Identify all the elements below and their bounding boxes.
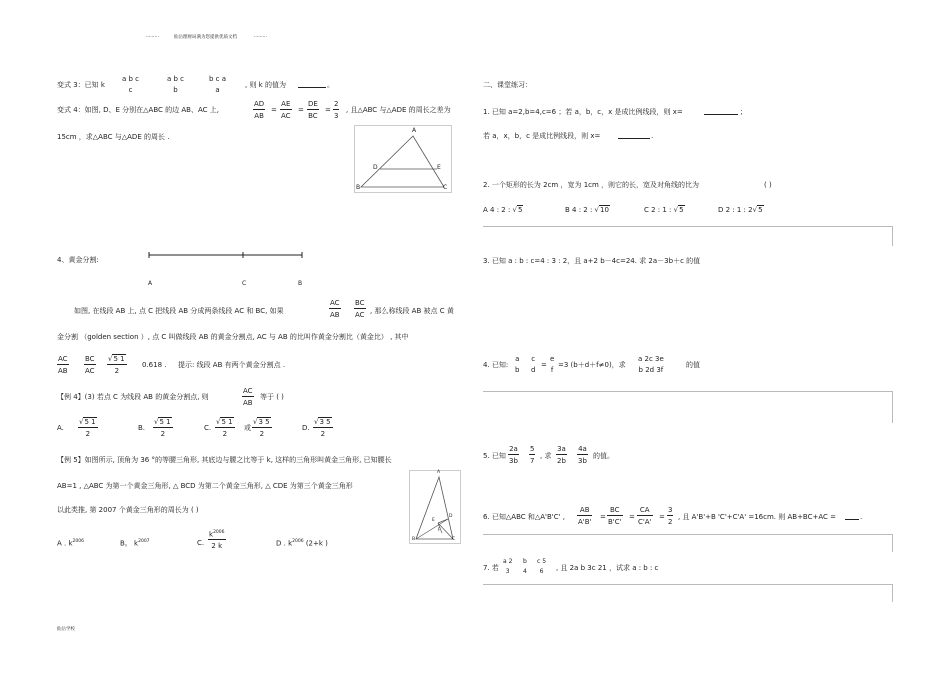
q5-frac-3a-2b: $\frac{3a}{2b}$ (557, 445, 566, 465)
answer-area-line (483, 391, 893, 392)
example5-option-c-label[interactable]: C. (197, 539, 205, 547)
q2-option-d[interactable]: D 2 : 1 : 2√5 (718, 206, 763, 214)
example4-option-c-or: 或 (244, 424, 251, 432)
example4-option-b-label[interactable]: B. (138, 424, 146, 432)
practice-title: 二、课堂练习： (483, 81, 532, 89)
v3-suffix: , 则 k 的值为 (245, 81, 286, 89)
example4-option-c-frac-1: $\frac{√5 1}{2}$ (216, 418, 233, 438)
v4-frac-ad-ab: $\frac{AD}{AB}$ (254, 100, 265, 120)
example4-option-d-label[interactable]: D. (302, 424, 310, 432)
q4-prefix: 4. 已知: (483, 361, 509, 369)
v4-frac-2-3: $\frac{2}{3}$ (334, 100, 339, 120)
golden-section-title: 4、黄金分割: (57, 256, 99, 264)
fig1-label-b: B (356, 184, 361, 191)
fig1-label-d: D (373, 164, 378, 171)
v4-eq3: = (325, 106, 331, 114)
triangle-figure-1 (354, 125, 452, 193)
golden-p1-frac-bc-ac: $\frac{BC}{AC}$ (355, 299, 365, 319)
fig2-label-d: D (449, 514, 453, 519)
example5-p1: 【例 5】如图所示, 顶角为 36 °的等腰三角形, 其底边与腰之比等于 k, 这样的三角形叫黄金三角形, 已知腰长 (57, 456, 392, 464)
golden-p2: 金分割 （golden section ）, 点 C 叫做线段 AB 的黄金分割点, AC 与 AB 的比叫作黄金分割比（黄金比） , 其中 (57, 333, 409, 341)
q2-answer-paren[interactable]: ( ) (764, 181, 772, 189)
q5-prefix: 5. 已知 (483, 452, 506, 460)
q6-answer-blank[interactable] (845, 519, 859, 520)
example5-option-c-frac: $\frac{k^{2006}}{2 k}$ (209, 530, 225, 551)
segment-point-a: A (148, 280, 153, 287)
q1-line-a: 1. 已知 a=2,b=4,c=6 ；若 a，b，c，x 是成比例线段，则 x= (483, 108, 683, 116)
q4-mid: =3 (b＋d＋f≠0)，求 (558, 361, 626, 369)
v4-frac-de-bc: $\frac{DE}{BC}$ (308, 100, 318, 120)
q6-prefix: 6. 已知△ABC 和△A'B'C' , (483, 513, 565, 521)
example4-option-a-frac: $\frac{√5 1}{2}$ (79, 418, 96, 438)
v4-frac-ae-ac: $\frac{AE}{AC}$ (281, 100, 291, 120)
q3-text: 3. 已知 a : b : c=4 : 3 : 2，且 a+2 b－4c=24. 求 2a－3b＋c 的值 (483, 257, 701, 265)
answer-area-edge (892, 391, 893, 423)
golden-p1-frac-ac-ab: $\frac{AC}{AB}$ (330, 299, 340, 319)
segment-point-c: C (242, 280, 247, 287)
q1-line-b-end: . (651, 132, 654, 140)
q4-frac-expr: a 2c 3e b 2d 3f (638, 355, 664, 374)
header-dots-left: ········· (146, 35, 159, 40)
v3-end: 。 (327, 81, 334, 89)
q7-frac-b: b 4 (523, 558, 527, 575)
footer-text: 仙岳学校 (57, 627, 75, 632)
q5-end: 的值。 (593, 452, 614, 460)
example4-option-d-frac: $\frac{√3 5}{2}$ (314, 418, 331, 438)
fig2-label-e: E (432, 518, 435, 523)
q4-frac-a-b: a b (515, 355, 520, 374)
fig2-label-c: C (452, 537, 456, 542)
q2-text: 2. 一个矩形的长为 2cm ，宽为 1cm ，则它的长，宽及对角线的比为 (483, 181, 700, 189)
golden-p1-b: , 那么称线段 AB 被点 C 黄 (370, 307, 454, 315)
example4-option-b-frac: $\frac{√5 1}{2}$ (154, 418, 171, 438)
example5-option-b[interactable]: B。 $k^{2007}$ (120, 539, 150, 548)
example4-option-c-frac-2: $\frac{√3 5}{2}$ (253, 418, 270, 438)
v3-answer-blank[interactable] (298, 87, 326, 88)
q7-prefix: 7. 若 (483, 564, 499, 572)
q6-frac-bc: $\frac{BC}{B'C'}$ (608, 506, 622, 526)
q7-mid: , 且 2a b 3c 21 ，试求 a : b : c (556, 564, 659, 572)
q5-frac-2a-3b: $\frac{2a}{3b}$ (509, 445, 518, 465)
q6-eq1: = (600, 513, 606, 521)
q6-tail: , 且 A'B'+B 'C'+C'A' =16cm. 则 AB+BC+AC = (678, 513, 837, 521)
golden-triangle-figure-2 (409, 470, 461, 544)
header-dots-right: ········· (254, 35, 267, 40)
golden-p3-frac-bc-ac: $\frac{BC}{AC}$ (85, 355, 95, 375)
v4-suffix: , 且△ABC 与△ADE 的周长之差为 (346, 106, 451, 114)
q7-frac-c: c 5 6 (537, 558, 547, 575)
example5-p2: AB=1 , △ABC 为第一个黄金三角形, △ BCD 为第二个黄金三角形, △ CDE 为第三个黄金三角形 (57, 482, 353, 490)
golden-p3-frac-ac-ab: $\frac{AC}{AB}$ (58, 355, 68, 375)
v3-frac-2: a b c b (167, 75, 185, 94)
example4-suffix: 等于 ( ) (260, 393, 284, 401)
segment-point-b: B (298, 280, 303, 287)
answer-area-edge (892, 584, 893, 602)
q5-frac-5-7: $\frac{5}{7}$ (530, 445, 535, 465)
q1-line-a-end: ； (740, 108, 747, 116)
answer-area-line (483, 534, 893, 535)
q5-frac-4a-3b: $\frac{4a}{3b}$ (578, 445, 587, 465)
golden-p3-frac-sqrt5: $\frac{√5 1}{2}$ (108, 355, 125, 375)
answer-area-edge (892, 534, 893, 552)
q6-frac-ca: $\frac{CA}{C'A'}$ (638, 506, 652, 526)
fig2-label-b: B (412, 537, 416, 542)
answer-area-line (483, 226, 893, 227)
golden-p1-a: 如图, 在线段 AB 上, 点 C 把线段 AB 分成两条线段 AC 和 BC, 如果 (74, 307, 284, 315)
golden-ratio-value: 0.618 . (142, 361, 167, 369)
q6-eq2: = (629, 513, 635, 521)
q6-frac-3-2: $\frac{3}{2}$ (668, 506, 673, 526)
q4-frac-c-d: c d (531, 355, 536, 374)
q6-eq3: = (659, 513, 665, 521)
example5-option-a[interactable]: A . $k^{2006}$ (57, 539, 84, 548)
example4-option-c-label[interactable]: C. (204, 424, 212, 432)
fig1-label-a: A (412, 127, 417, 134)
example4-text: 【例 4】(3) 若点 C 为线段 AB 的黄金分割点, 则 (57, 393, 209, 401)
v4-eq1: = (271, 106, 277, 114)
q6-end: . (860, 513, 863, 521)
q4-frac-e-f: e f (550, 355, 555, 374)
q7-frac-a: a 2 3 (503, 558, 513, 575)
answer-area-line (483, 584, 893, 585)
v4-line2: 15cm ，求△ABC 与△ADE 的周长 . (57, 133, 170, 141)
q1-line-b: 若 a，x，b，c 是成比例线段，则 x= (483, 132, 601, 140)
example4-frac-ac-ab: $\frac{AC}{AB}$ (243, 387, 253, 407)
q6-frac-ab: $\frac{AB}{A'B'}$ (578, 506, 592, 526)
v3-frac-3: b c a a (209, 75, 227, 94)
v4-eq2: = (298, 106, 304, 114)
fig1-label-c: C (443, 184, 448, 191)
fig2-label-f: F (438, 528, 441, 533)
q2-option-b[interactable]: B 4 : 2 : √10 (565, 206, 609, 214)
golden-segment-figure (148, 252, 304, 262)
q1-answer-blank-b[interactable] (618, 138, 650, 139)
fig1-label-e: E (437, 164, 441, 171)
q4-end: 的值 (686, 361, 700, 369)
example5-option-d[interactable]: D . $k^{2006}$ (2+k ) (276, 539, 328, 548)
q2-option-c[interactable]: C 2 : 1 : √5 (644, 206, 684, 214)
example4-option-a-label[interactable]: A. (57, 424, 64, 432)
answer-area-edge (892, 226, 893, 246)
v3-frac-1: a b c c (122, 75, 140, 94)
q5-mid: , 求 (540, 452, 552, 460)
q4-eq: = (541, 361, 547, 369)
header-text: 仙岳理财局满为您提供优质文档 (174, 35, 237, 40)
fig2-label-a: A (437, 470, 441, 475)
q1-answer-blank-a[interactable] (704, 114, 738, 115)
golden-hint: 提示: 线段 AB 有两个黄金分割点 . (178, 361, 286, 369)
v4-prefix: 变式 4：如图, D、E 分别在△ABC 的边 AB、AC 上, (57, 106, 219, 114)
v3-prefix: 变式 3：已知 k (57, 81, 105, 89)
q2-option-a[interactable]: A 4 : 2 : √5 (483, 206, 523, 214)
example5-p3: 以此类推, 第 2007 个黄金三角形的周长为 ( ) (57, 506, 199, 514)
